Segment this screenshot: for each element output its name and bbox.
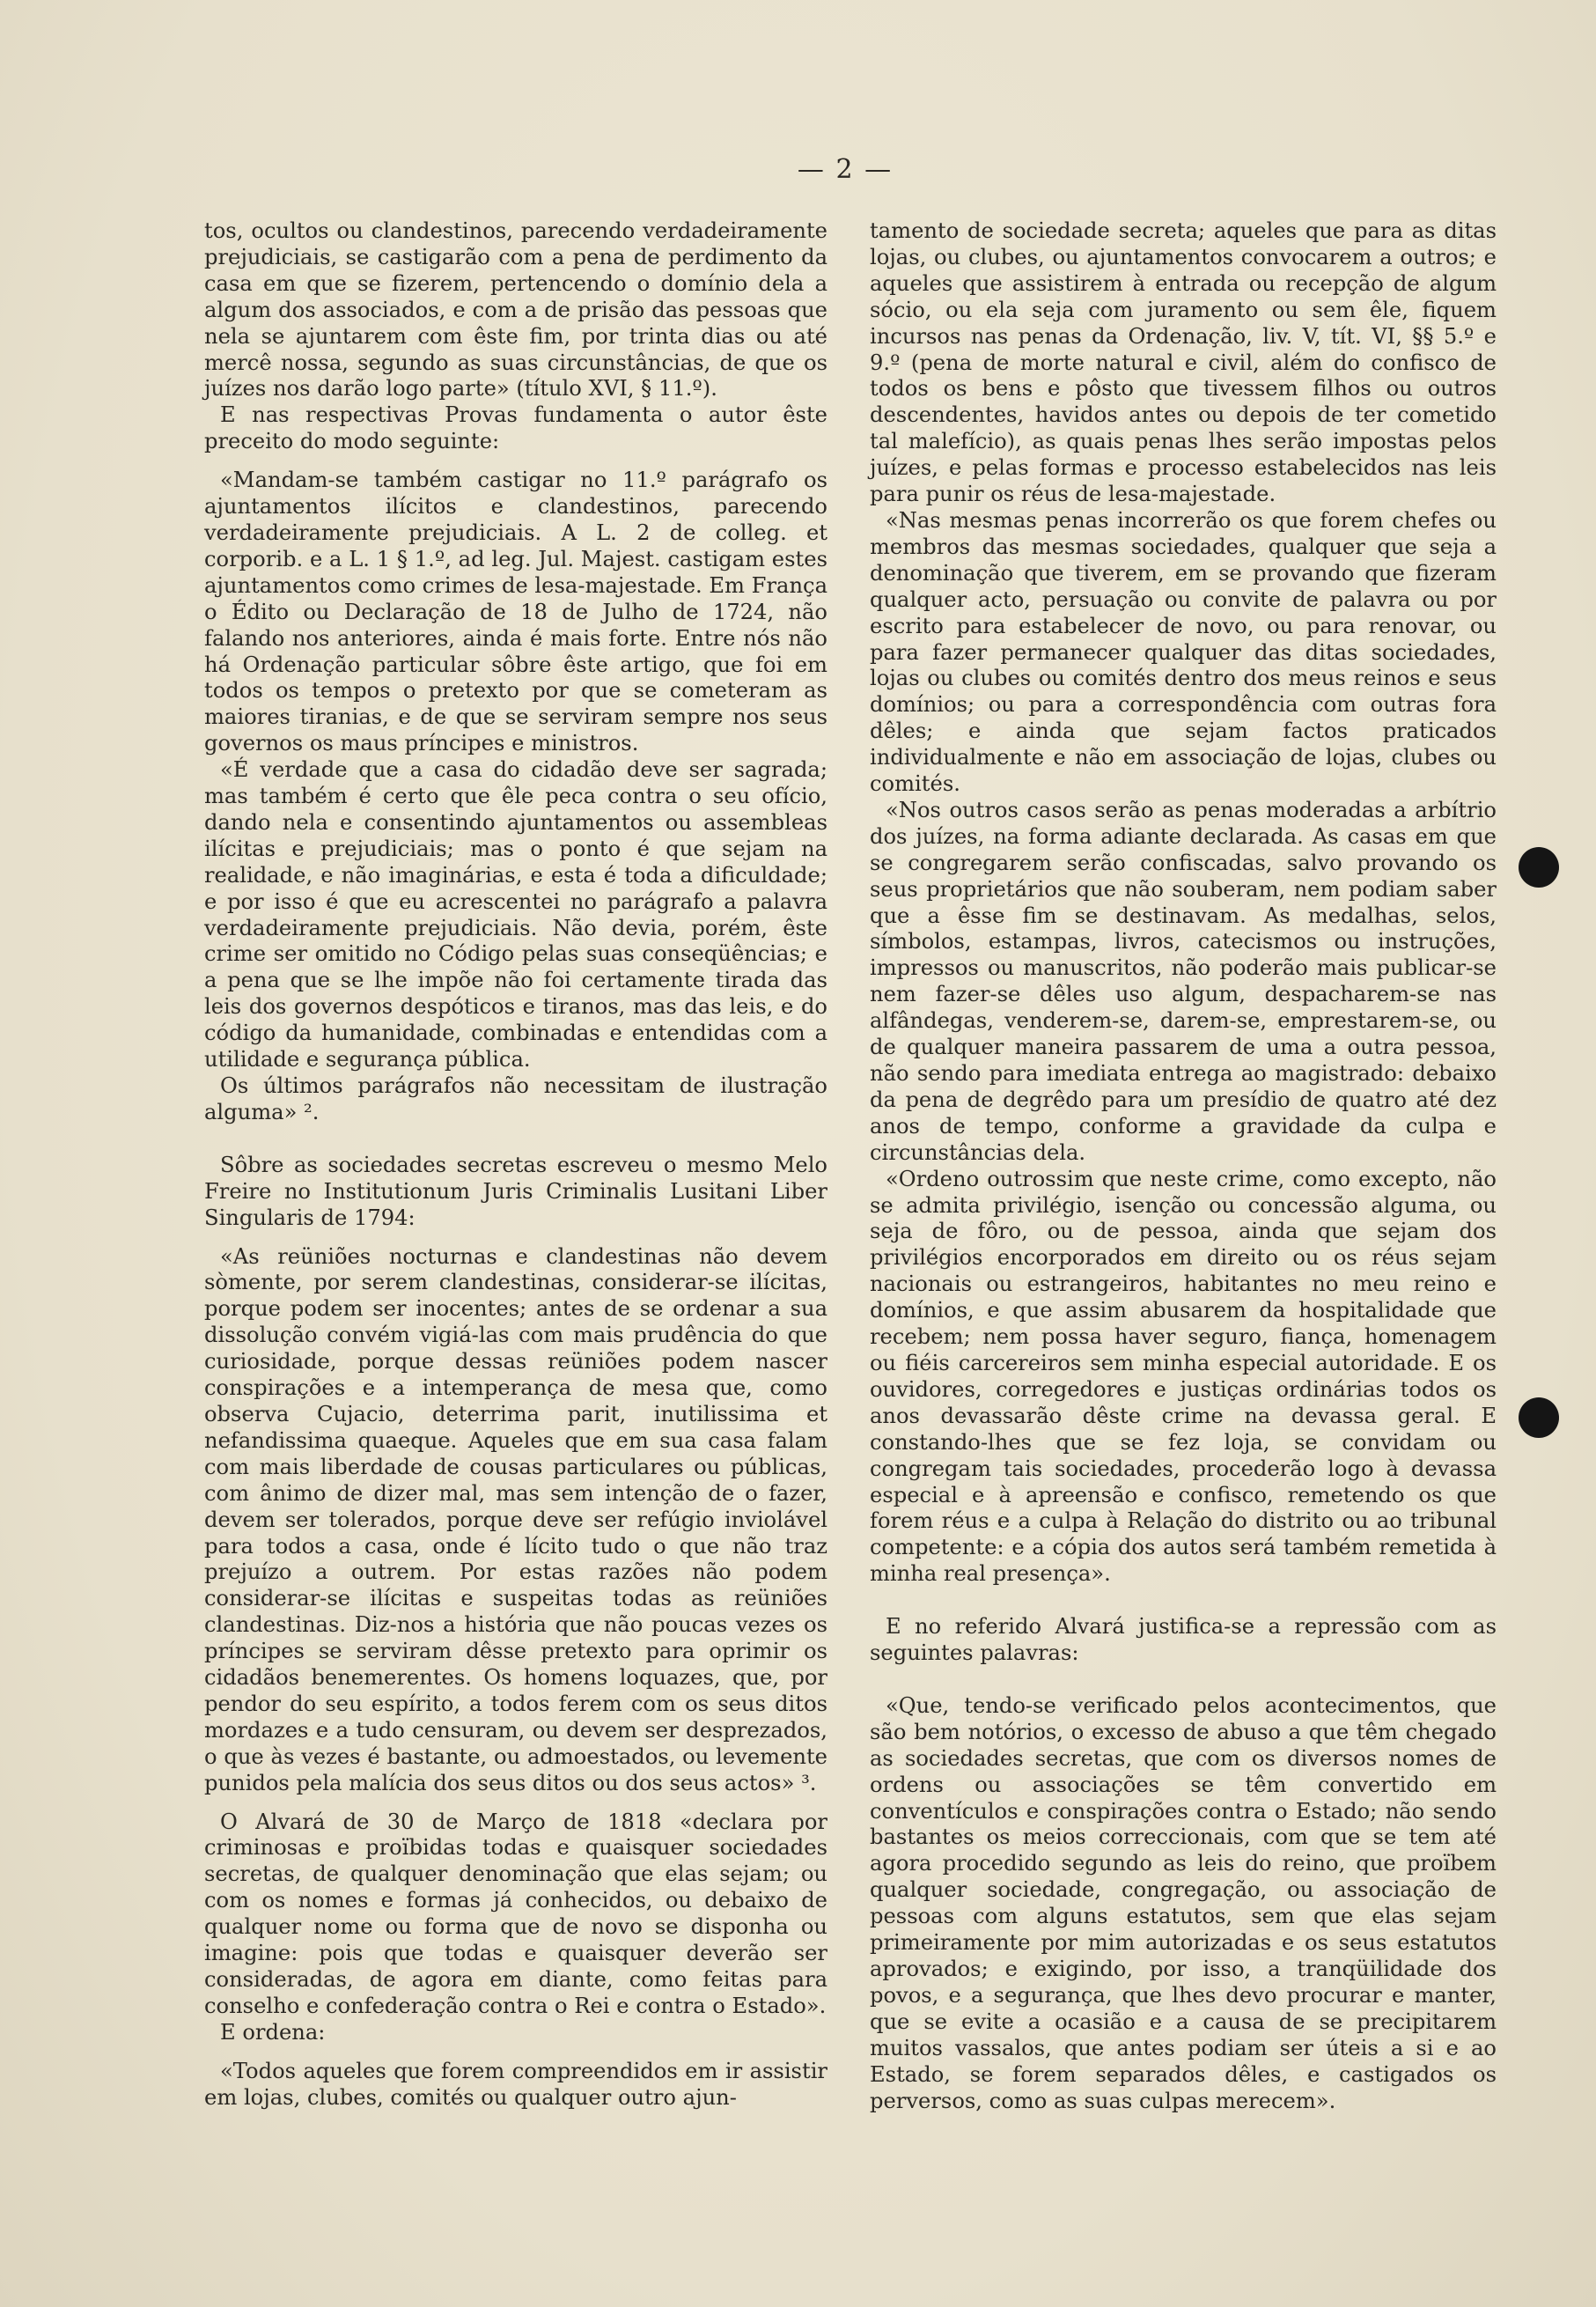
paragraph-spacer xyxy=(870,1667,1497,1693)
right-column xyxy=(870,218,1497,2114)
paragraph: Sôbre as sociedades secretas escreveu o mesmo Melo Freire no Institutionum Juris Criminalis Lusitani Liber Singularis de 1794: xyxy=(204,1152,827,1230)
paragraph-spacer xyxy=(870,1588,1497,1614)
paragraph-spacer xyxy=(204,455,827,468)
paragraph: «Nas mesmas penas incorrerão os que forem chefes ou membros das mesmas sociedades, qualquer que seja a denominação que tiverem, em se provando que fizeram qualquer acto, persuação ou convite de palavra ou por escrito para estabelecer de novo, ou para renovar, ou para fazer permanecer qualquer das ditas sociedades, lojas ou clubes ou comités dentro dos meus reinos e seus domínios; ou para a correspondência com outras fora dêles; e ainda que sejam factos praticados individualmente e não em associação de lojas, clubes ou comités. xyxy=(870,507,1497,797)
paragraph: E no referido Alvará justifica-se a repressão com as seguintes palavras: xyxy=(870,1614,1497,1666)
paragraph: «Todos aqueles que forem compreendidos em ir assistir em lojas, clubes, comités ou qualquer outro ajun- xyxy=(204,2058,827,2110)
paragraph: «Que, tendo-se verificado pelos acontecimentos, que são bem notórios, o excesso de abuso a que têm chegado as sociedades secretas, que com os diversos nomes de ordens ou associações se têm convertido em conventículos e conspirações contra o Estado; não sendo bastantes os meios correccionais, com que se tem até agora procedido segundo as leis do reino, que proïbem qualquer sociedade, congregação, ou associação de pessoas com alguns estatutos, sem que elas sejam primeiramente por mim autorizadas e os seus estatutos aprovados; e exigindo, por isso, a tranqüilidade dos povos, e a segurança, que lhes devo procurar e manter, que se evite a ocasião e a causa de se precipitarem muitos vassalos, que antes podiam ser úteis a si e ao Estado, se forem separados dêles, e castigados os perversos, como as suas culpas merecem». xyxy=(870,1692,1497,2113)
paragraph-spacer xyxy=(204,1126,827,1153)
paragraph: «As reüniões nocturnas e clandestinas não devem sòmente, por serem clandestinas, considerar-se ilícitas, porque podem ser inocentes; antes de se ordenar a sua dissolução convém vigiá-las com mais prudência do que curiosidade, porque dessas reüniões podem nascer conspirações e a intemperança de mesa que, como observa Cujacio, deterrima parit, inutilissima et nefandissima quaeque. Aqueles que em sua casa falam com mais liberdade de cousas particulares ou públicas, com ânimo de dizer mal, mas sem intenção de o fazer, devem ser tolerados, porque deve ser refúgio inviolável para todos a casa, onde é lícito tudo o que não traz prejuízo a outrem. Por estas razões não podem considerar-se ilícitas e suspeitas todas as reüniões clandestinas. Diz-nos a história que não poucas vezes os príncipes se serviram dêsse pretexto para oprimir os cidadãos benemerentes. Os homens loquazes, que, por pendor do seu espírito, a todos ferem com os seus ditos mordazes e a tudo censuram, ou devem ser desprezados, o que às vezes é bastante, ou admoestados, ou levemente punidos pela malícia dos seus ditos ou dos seus actos» ³. xyxy=(204,1243,827,1795)
paragraph: «Mandam-se também castigar no 11.º parágrafo os ajuntamentos ilícitos e clandestinos, parecendo verdadeiramente prejudiciais. A L. 2 de colleg. et corporib. e a L. 1 § 1.º, ad leg. Jul. Majest. castigam estes ajuntamentos como crimes de lesa-majestade. Em França o Édito ou Declaração de 18 de Julho de 1724, não falando nos anteriores, ainda é mais forte. Entre nós não há Ordenação particular sôbre êste artigo, que foi em todos os tempos o pretexto por que se cometeram as maiores tiranias, e de que se serviram sempre nos seus governos os maus príncipes e ministros. xyxy=(204,468,827,756)
paragraph: E ordena: xyxy=(220,2019,326,2045)
paragraph: O Alvará de 30 de Março de 1818 «declara por criminosas e proïbidas todas e quaisquer sociedades secretas, de qualquer denominação que elas sejam; ou com os nomes e formas já conhecidos, ou debaixo de qualquer nome ou forma que de novo se disponha ou imagine: pois que todas e quaisquer deverão ser consideradas, de agora em diante, como feitas para conselho e confederação contra o Rei e contra o Estado». xyxy=(204,1809,827,2018)
paragraph-spacer xyxy=(204,2046,827,2059)
paragraph: tos, ocultos ou clandestinos, parecendo verdadeiramente prejudiciais, se castigarão com a pena de perdimento da casa em que se fizerem, pertencendo o domínio dela a algum dos associados, e com a de prisão das pessoas que nela se ajuntarem com êste fim, por trinta dias ou até mercê nossa, segundo as suas circunstâncias, de que os juízes nos darão logo parte» (título XVI, § 11.º). xyxy=(204,218,827,402)
page-number: — 2 — xyxy=(797,154,894,185)
paragraph: Os últimos parágrafos não necessitam de ilustração alguma» ². xyxy=(204,1073,827,1124)
binder-hole-mark xyxy=(1519,847,1559,888)
paragraph: «É verdade que a casa do cidadão deve ser sagrada; mas também é certo que êle peca contra o seu ofício, dando nela e consentindo ajuntamentos ou assembleas ilícitas e prejudiciais; mas o ponto é que sejam na realidade, e não imaginárias, e esta é toda a dificuldade; e por isso é que eu acrescentei no parágrafo a palavra verdadeiramente prejudiciais. Não devia, porém, êste crime ser omitido no Código pelas suas conseqüências; e a pena que se lhe impõe não foi certamente tirada das leis dos governos despóticos e tiranos, mas das leis, e do código da humanidade, combinadas e entendidas com a utilidade e segurança pública. xyxy=(204,757,827,1072)
binder-hole-mark xyxy=(1519,1397,1559,1438)
paragraph: E nas respectivas Provas fundamenta o autor êste preceito do modo seguinte: xyxy=(204,402,827,454)
paragraph-spacer xyxy=(204,1797,827,1809)
paragraph-spacer xyxy=(204,1232,827,1244)
left-column xyxy=(204,218,827,2112)
paragraph: «Nos outros casos serão as penas moderadas a arbítrio dos juízes, na forma adiante declarada. As casas em que se congregarem serão confiscadas, salvo provando os seus proprietários que não souberam, nem podiam saber que a êsse fim se destinavam. As medalhas, selos, símbolos, estampas, livros, catecismos ou instruções, impressos ou manuscritos, não poderão mais publicar-se nem fazer-se dêles uso algum, despacharem-se nas alfândegas, venderem-se, darem-se, emprestarem-se, ou de qualquer maneira passarem de uma a outra pessoa, não sendo para imediata entrega ao magistrado: debaixo da pena de degrêdo para um presídio de quatro até dez anos de tempo, conforme a gravidade da culpa e circunstâncias dela. xyxy=(870,797,1497,1165)
paragraph: tamento de sociedade secreta; aqueles que para as ditas lojas, ou clubes, ou ajuntamentos convocarem a outros; e aqueles que assistirem à entrada ou recepção de algum sócio, ou ela seja com juramento ou sem êle, fiquem incursos nas penas da Ordenação, liv. V, tít. VI, §§ 5.º e 9.º (pena de morte natural e civil, além do confisco de todos os bens e pôsto que tivessem filhos ou outros descendentes, havidos antes ou depois de ter cometido tal malefício), as quais penas lhes serão impostas pelos juízes, e pelas formas e processo estabelecidos nas leis para punir os réus de lesa-majestade. xyxy=(870,218,1497,507)
paragraph: «Ordeno outrossim que neste crime, como excepto, não se admita privilégio, isenção ou concessão alguma, ou seja de fôro, ou de pessoa, ainda que sejam dos privilégios encorporados em direito ou os réus sejam nacionais ou estrangeiros, habitantes no meu reino e domínios, e que assim abusarem da hospitalidade que recebem; nem possa haver seguro, fiança, homenagem ou fiéis carcereiros sem minha especial autoridade. E os ouvidores, corregedores e justiças ordinárias todos os anos devassarão dêste crime na devassa geral. E constando-lhes que se fez loja, se convidam ou congregam tais sociedades, procederão logo à devassa especial e à apreensão e confisco, remetendo os que forem réus e a culpa à Relação do distrito ou ao tribunal competente: e a cópia dos autos será também remetida à minha real presença». xyxy=(870,1166,1497,1587)
